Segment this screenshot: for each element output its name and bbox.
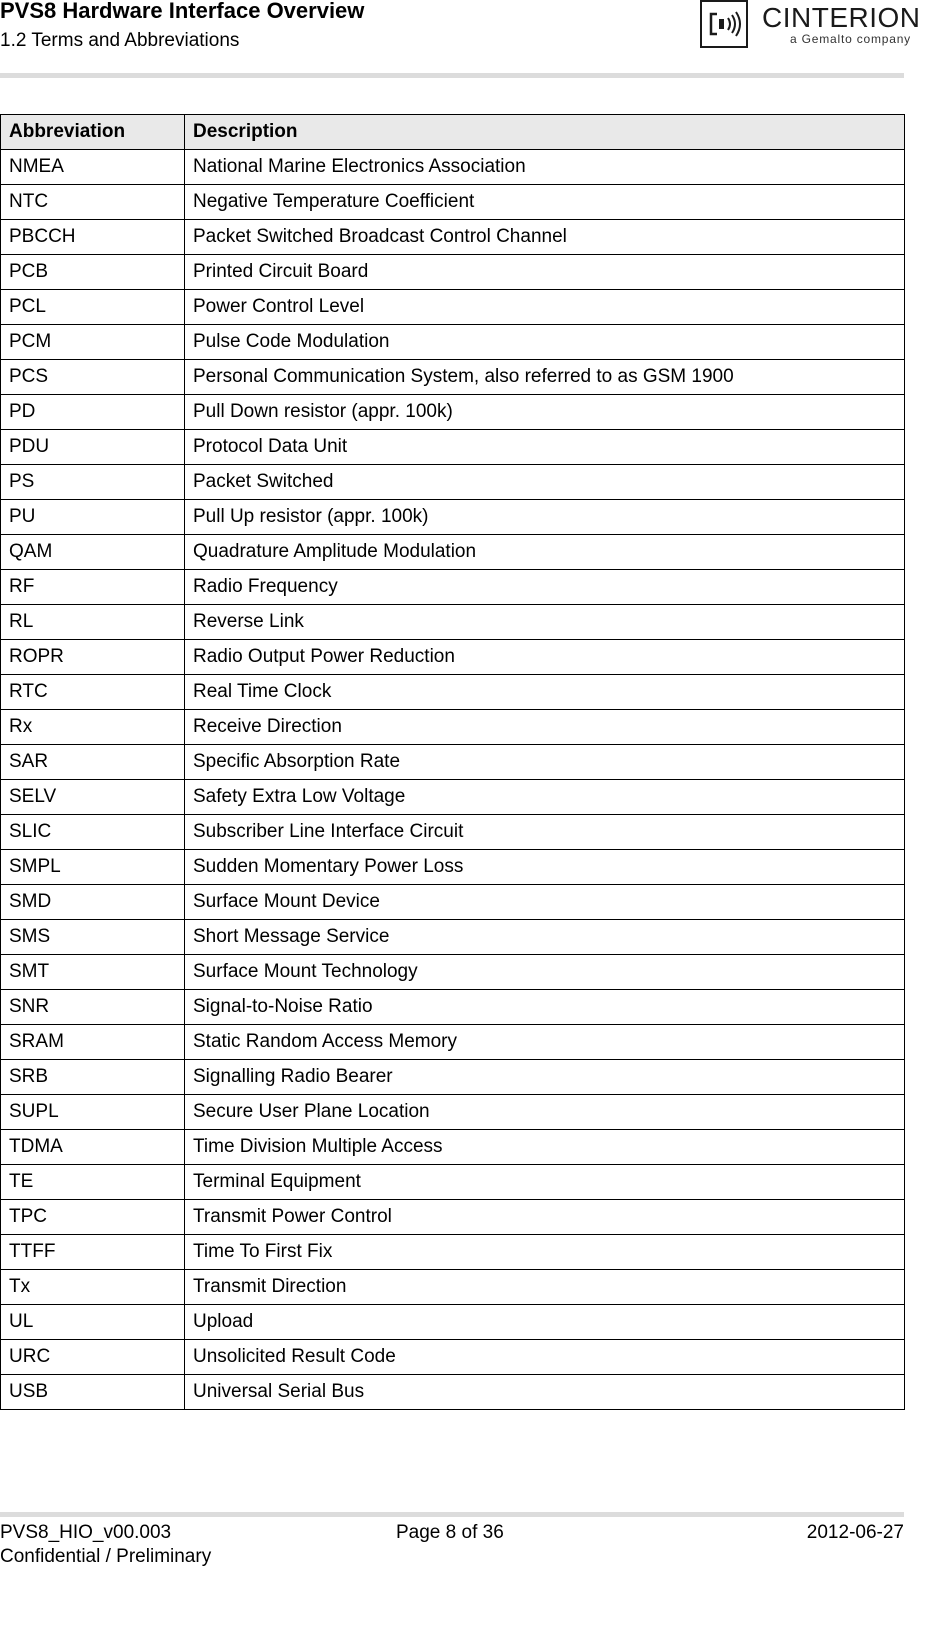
table-row <box>1 430 905 465</box>
description-cell: Specific Absorption Rate <box>185 745 905 780</box>
description-cell: Reverse Link <box>185 605 905 640</box>
table-row <box>1 1095 905 1130</box>
table-row <box>1 325 905 360</box>
table-row <box>1 1375 905 1410</box>
description-cell: Power Control Level <box>185 290 905 325</box>
table-row <box>1 1130 905 1165</box>
table-row <box>1 850 905 885</box>
table-row <box>1 710 905 745</box>
description-cell: Safety Extra Low Voltage <box>185 780 905 815</box>
table-row <box>1 185 905 220</box>
document-title: PVS8 Hardware Interface Overview <box>0 0 365 23</box>
table-row <box>1 1235 905 1270</box>
cinterion-logo-icon <box>700 0 748 48</box>
abbreviation-cell: Rx <box>1 710 185 745</box>
logo-brand-text: CINTERION <box>762 2 921 33</box>
table-row <box>1 1060 905 1095</box>
table-row <box>1 640 905 675</box>
table-row <box>1 1025 905 1060</box>
table-row <box>1 605 905 640</box>
abbreviation-cell: SAR <box>1 745 185 780</box>
table-row <box>1 570 905 605</box>
description-cell: Sudden Momentary Power Loss <box>185 850 905 885</box>
table-row <box>1 1270 905 1305</box>
abbreviation-cell: ROPR <box>1 640 185 675</box>
table-row <box>1 465 905 500</box>
table-row <box>1 1305 905 1340</box>
description-cell: Packet Switched Broadcast Control Channel <box>185 220 905 255</box>
abbreviation-cell: NMEA <box>1 150 185 185</box>
table-row <box>1 150 905 185</box>
description-cell: Radio Output Power Reduction <box>185 640 905 675</box>
table-row <box>1 500 905 535</box>
abbreviation-cell: SMT <box>1 955 185 990</box>
abbreviation-cell: TPC <box>1 1200 185 1235</box>
description-cell: Short Message Service <box>185 920 905 955</box>
abbreviation-cell: PCL <box>1 290 185 325</box>
table-header-row <box>1 115 905 150</box>
description-cell: Unsolicited Result Code <box>185 1340 905 1375</box>
footer-page-number: Page 8 of 36 <box>396 1522 504 1543</box>
description-cell: Printed Circuit Board <box>185 255 905 290</box>
description-cell: Surface Mount Technology <box>185 955 905 990</box>
description-cell: Upload <box>185 1305 905 1340</box>
table-row <box>1 255 905 290</box>
table-row <box>1 535 905 570</box>
description-cell: Receive Direction <box>185 710 905 745</box>
description-cell: Pull Up resistor (appr. 100k) <box>185 500 905 535</box>
abbreviation-cell: PCB <box>1 255 185 290</box>
description-cell: National Marine Electronics Association <box>185 150 905 185</box>
footer-date: 2012-06-27 <box>806 1522 904 1543</box>
description-cell: Pulse Code Modulation <box>185 325 905 360</box>
table-row <box>1 990 905 1025</box>
header-divider <box>0 73 904 78</box>
abbreviation-cell: SNR <box>1 990 185 1025</box>
column-header-abbreviation: Abbreviation <box>1 115 185 150</box>
abbreviation-cell: SMS <box>1 920 185 955</box>
description-cell: Quadrature Amplitude Modulation <box>185 535 905 570</box>
abbreviation-cell: PS <box>1 465 185 500</box>
table-row <box>1 885 905 920</box>
description-cell: Signal-to-Noise Ratio <box>185 990 905 1025</box>
description-cell: Secure User Plane Location <box>185 1095 905 1130</box>
section-heading: 1.2 Terms and Abbreviations <box>0 30 240 51</box>
description-cell: Terminal Equipment <box>185 1165 905 1200</box>
abbreviation-cell: PCM <box>1 325 185 360</box>
abbreviation-cell: TTFF <box>1 1235 185 1270</box>
description-cell: Packet Switched <box>185 465 905 500</box>
description-cell: Static Random Access Memory <box>185 1025 905 1060</box>
abbreviation-cell: USB <box>1 1375 185 1410</box>
description-cell: Surface Mount Device <box>185 885 905 920</box>
abbreviation-cell: SUPL <box>1 1095 185 1130</box>
description-cell: Subscriber Line Interface Circuit <box>185 815 905 850</box>
footer-doc-id: PVS8_HIO_v00.003 <box>0 1522 172 1543</box>
description-cell: Transmit Power Control <box>185 1200 905 1235</box>
abbreviation-cell: SMPL <box>1 850 185 885</box>
description-cell: Real Time Clock <box>185 675 905 710</box>
abbreviation-cell: SELV <box>1 780 185 815</box>
description-cell: Signalling Radio Bearer <box>185 1060 905 1095</box>
abbreviation-cell: SMD <box>1 885 185 920</box>
table-row <box>1 360 905 395</box>
column-header-description: Description <box>185 115 905 150</box>
description-cell: Universal Serial Bus <box>185 1375 905 1410</box>
abbreviation-cell: PU <box>1 500 185 535</box>
description-cell: Personal Communication System, also referred to as GSM 1900 <box>185 360 905 395</box>
abbreviation-cell: TDMA <box>1 1130 185 1165</box>
table-row <box>1 290 905 325</box>
abbreviations-table <box>0 114 905 1410</box>
table-row <box>1 220 905 255</box>
logo-tagline: a Gemalto company <box>790 32 911 46</box>
table-row <box>1 675 905 710</box>
description-cell: Time To First Fix <box>185 1235 905 1270</box>
abbreviation-cell: PD <box>1 395 185 430</box>
abbreviation-cell: SRAM <box>1 1025 185 1060</box>
table-row <box>1 1200 905 1235</box>
abbreviation-cell: UL <box>1 1305 185 1340</box>
description-cell: Protocol Data Unit <box>185 430 905 465</box>
description-cell: Transmit Direction <box>185 1270 905 1305</box>
company-logo <box>700 0 921 52</box>
abbreviation-cell: SLIC <box>1 815 185 850</box>
abbreviation-cell: TE <box>1 1165 185 1200</box>
abbreviation-cell: URC <box>1 1340 185 1375</box>
description-cell: Pull Down resistor (appr. 100k) <box>185 395 905 430</box>
footer-divider <box>0 1512 904 1517</box>
abbreviation-cell: PCS <box>1 360 185 395</box>
abbreviation-cell: RF <box>1 570 185 605</box>
table-row <box>1 395 905 430</box>
table-row <box>1 955 905 990</box>
abbreviation-cell: Tx <box>1 1270 185 1305</box>
abbreviation-cell: NTC <box>1 185 185 220</box>
description-cell: Time Division Multiple Access <box>185 1130 905 1165</box>
table-row <box>1 920 905 955</box>
description-cell: Radio Frequency <box>185 570 905 605</box>
abbreviation-cell: RTC <box>1 675 185 710</box>
abbreviation-cell: PBCCH <box>1 220 185 255</box>
table-row <box>1 745 905 780</box>
abbreviation-cell: PDU <box>1 430 185 465</box>
description-cell: Negative Temperature Coefficient <box>185 185 905 220</box>
abbreviation-cell: QAM <box>1 535 185 570</box>
abbreviation-cell: RL <box>1 605 185 640</box>
abbreviation-cell: SRB <box>1 1060 185 1095</box>
table-row <box>1 815 905 850</box>
footer-confidentiality: Confidential / Preliminary <box>0 1546 212 1567</box>
table-row <box>1 1165 905 1200</box>
table-row <box>1 780 905 815</box>
table-row <box>1 1340 905 1375</box>
